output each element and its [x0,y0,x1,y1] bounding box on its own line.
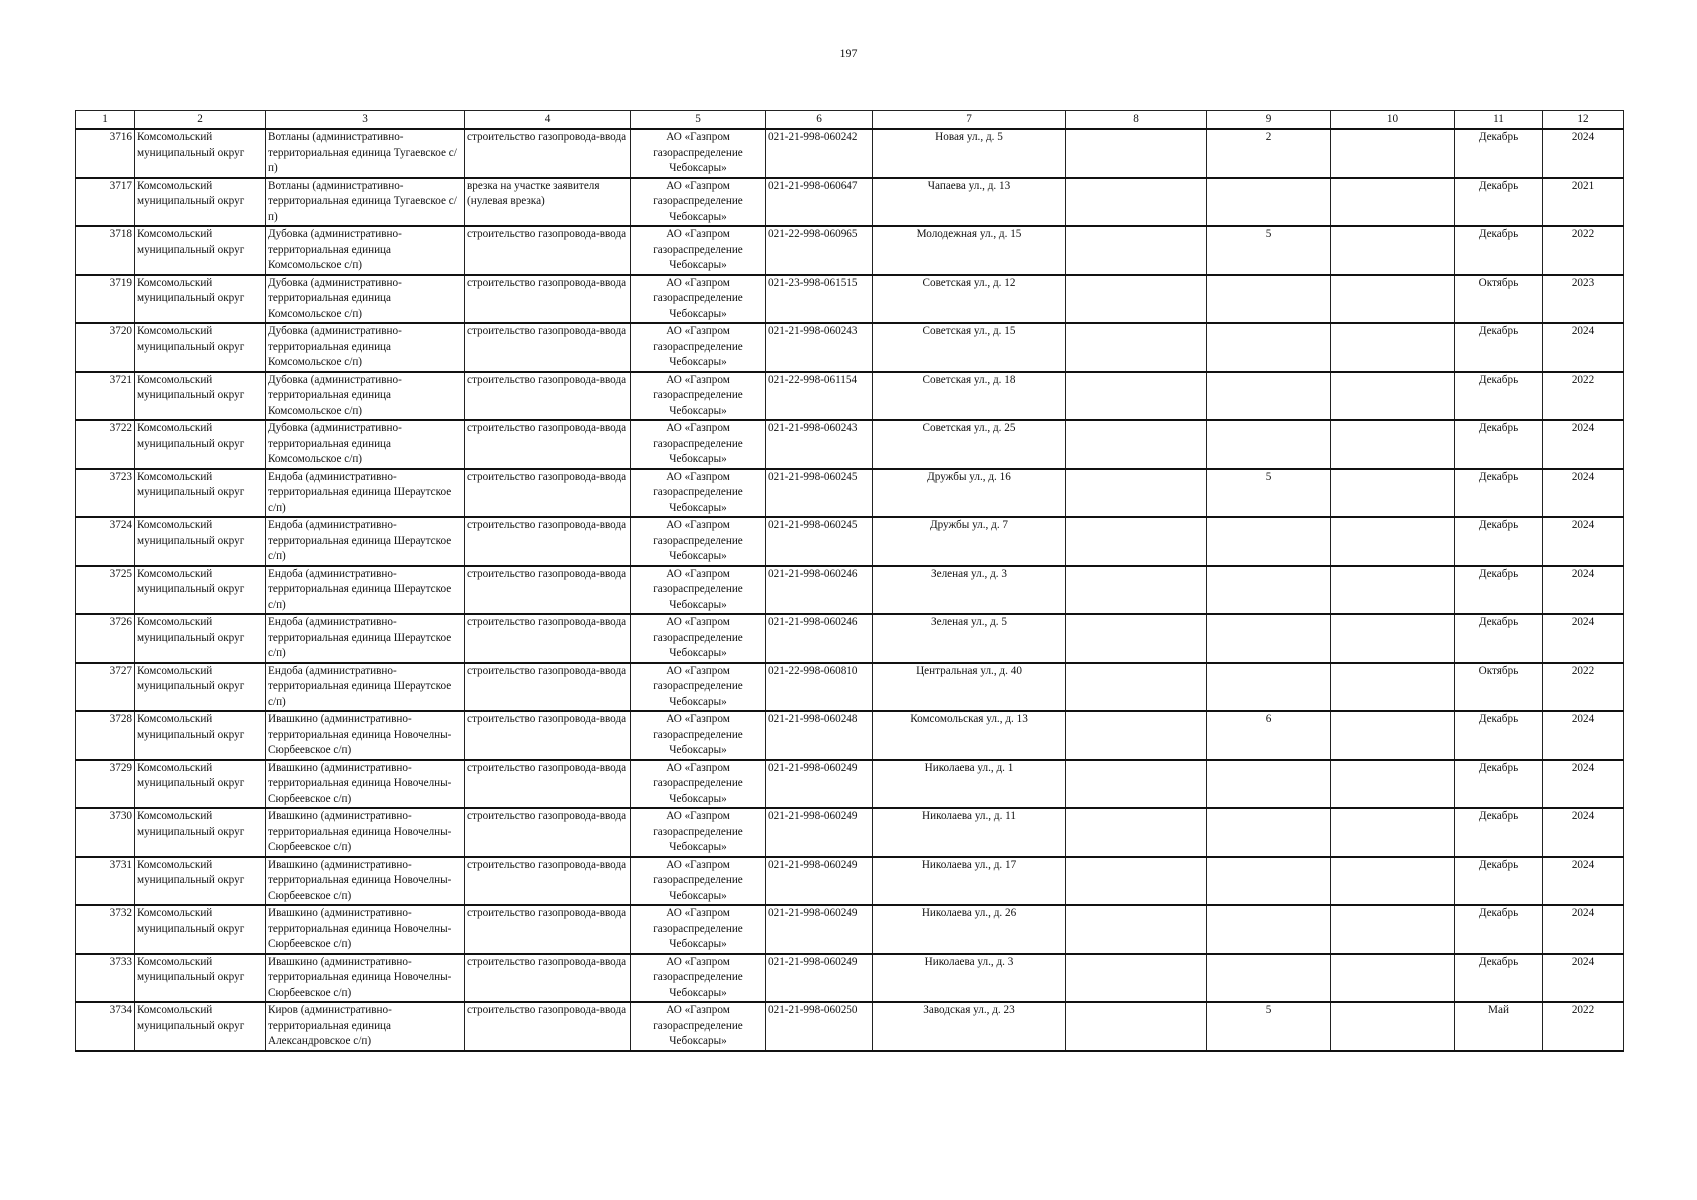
registration-code-cell: 021-21-998-060242 [766,129,873,178]
registration-code-cell: 021-21-998-060246 [766,566,873,615]
row-number: 3730 [76,808,135,857]
row-number: 3722 [76,420,135,469]
organization-cell: АО «Газпром газораспределение Чебоксары» [631,1002,766,1051]
district-cell: Комсомольский муниципальный округ [135,469,266,518]
settlement-cell: Дубовка (административно-территориальная единица Комсомольское с/п) [266,226,465,275]
column-8-cell [1066,954,1207,1003]
column-8-cell [1066,1002,1207,1051]
column-header-11: 11 [1455,111,1543,130]
month-cell: Декабрь [1455,614,1543,663]
organization-cell: АО «Газпром газораспределение Чебоксары» [631,760,766,809]
column-10-cell [1331,760,1455,809]
district-cell: Комсомольский муниципальный округ [135,1002,266,1051]
month-cell: Декабрь [1455,711,1543,760]
column-10-cell [1331,711,1455,760]
month-cell: Декабрь [1455,178,1543,227]
year-cell: 2024 [1543,905,1624,954]
column-9-cell: 2 [1207,129,1331,178]
column-8-cell [1066,226,1207,275]
month-cell: Декабрь [1455,469,1543,518]
year-cell: 2024 [1543,954,1624,1003]
organization-cell: АО «Газпром газораспределение Чебоксары» [631,663,766,712]
column-10-cell [1331,905,1455,954]
column-9-cell [1207,178,1331,227]
column-10-cell [1331,808,1455,857]
column-10-cell [1331,1002,1455,1051]
column-header-9: 9 [1207,111,1331,130]
month-cell: Декабрь [1455,129,1543,178]
district-cell: Комсомольский муниципальный округ [135,323,266,372]
table-row [76,275,1624,324]
column-9-cell [1207,566,1331,615]
registration-code-cell: 021-21-998-060245 [766,469,873,518]
address-cell: Молодежная ул., д. 15 [873,226,1066,275]
column-header-7: 7 [873,111,1066,130]
row-number: 3732 [76,905,135,954]
work-type-cell: строительство газопровода-ввода [465,420,631,469]
year-cell: 2022 [1543,663,1624,712]
table-row [76,614,1624,663]
month-cell: Май [1455,1002,1543,1051]
month-cell: Декабрь [1455,857,1543,906]
table-row [76,226,1624,275]
registration-code-cell: 021-21-998-060245 [766,517,873,566]
month-cell: Октябрь [1455,275,1543,324]
column-header-3: 3 [266,111,465,130]
organization-cell: АО «Газпром газораспределение Чебоксары» [631,469,766,518]
organization-cell: АО «Газпром газораспределение Чебоксары» [631,178,766,227]
work-type-cell: строительство газопровода-ввода [465,711,631,760]
column-9-cell [1207,760,1331,809]
column-header-2: 2 [135,111,266,130]
settlement-cell: Ивашкино (административно-территориальная единица Новочелны-Сюрбеевское с/п) [266,808,465,857]
district-cell: Комсомольский муниципальный округ [135,614,266,663]
district-cell: Комсомольский муниципальный округ [135,711,266,760]
work-type-cell: строительство газопровода-ввода [465,1002,631,1051]
year-cell: 2022 [1543,226,1624,275]
work-type-cell: строительство газопровода-ввода [465,566,631,615]
district-cell: Комсомольский муниципальный округ [135,275,266,324]
settlement-cell: Дубовка (административно-территориальная единица Комсомольское с/п) [266,275,465,324]
table-row [76,905,1624,954]
column-9-cell [1207,517,1331,566]
settlement-cell: Ендоба (административно-территориальная единица Шераутское с/п) [266,566,465,615]
address-cell: Николаева ул., д. 1 [873,760,1066,809]
column-10-cell [1331,323,1455,372]
column-10-cell [1331,129,1455,178]
year-cell: 2023 [1543,275,1624,324]
organization-cell: АО «Газпром газораспределение Чебоксары» [631,808,766,857]
column-8-cell [1066,857,1207,906]
column-8-cell [1066,178,1207,227]
district-cell: Комсомольский муниципальный округ [135,517,266,566]
table-row [76,711,1624,760]
address-cell: Заводская ул., д. 23 [873,1002,1066,1051]
settlement-cell: Ивашкино (административно-территориальная единица Новочелны-Сюрбеевское с/п) [266,905,465,954]
registration-code-cell: 021-21-998-060246 [766,614,873,663]
row-number: 3718 [76,226,135,275]
year-cell: 2024 [1543,614,1624,663]
district-cell: Комсомольский муниципальный округ [135,663,266,712]
column-9-cell [1207,857,1331,906]
district-cell: Комсомольский муниципальный округ [135,954,266,1003]
month-cell: Октябрь [1455,663,1543,712]
table-body [76,129,1624,1051]
registration-code-cell: 021-21-998-060248 [766,711,873,760]
table-header [76,111,1624,130]
row-number: 3721 [76,372,135,421]
work-type-cell: строительство газопровода-ввода [465,275,631,324]
column-8-cell [1066,323,1207,372]
settlement-cell: Ивашкино (административно-территориальная единица Новочелны-Сюрбеевское с/п) [266,954,465,1003]
column-9-cell [1207,808,1331,857]
work-type-cell: строительство газопровода-ввода [465,226,631,275]
page-number: 197 [839,46,858,60]
settlement-cell: Ендоба (административно-территориальная единица Шераутское с/п) [266,517,465,566]
column-8-cell [1066,566,1207,615]
address-cell: Николаева ул., д. 17 [873,857,1066,906]
column-9-cell [1207,372,1331,421]
column-8-cell [1066,517,1207,566]
district-cell: Комсомольский муниципальный округ [135,566,266,615]
row-number: 3734 [76,1002,135,1051]
table-row [76,420,1624,469]
address-cell: Советская ул., д. 25 [873,420,1066,469]
settlement-cell: Ендоба (административно-территориальная единица Шераутское с/п) [266,614,465,663]
registration-code-cell: 021-21-998-060249 [766,954,873,1003]
column-9-cell: 5 [1207,226,1331,275]
organization-cell: АО «Газпром газораспределение Чебоксары» [631,129,766,178]
month-cell: Декабрь [1455,760,1543,809]
table-row [76,663,1624,712]
month-cell: Декабрь [1455,517,1543,566]
address-cell: Центральная ул., д. 40 [873,663,1066,712]
month-cell: Декабрь [1455,323,1543,372]
organization-cell: АО «Газпром газораспределение Чебоксары» [631,954,766,1003]
month-cell: Декабрь [1455,226,1543,275]
month-cell: Декабрь [1455,372,1543,421]
district-cell: Комсомольский муниципальный округ [135,857,266,906]
column-8-cell [1066,905,1207,954]
organization-cell: АО «Газпром газораспределение Чебоксары» [631,323,766,372]
work-type-cell: строительство газопровода-ввода [465,954,631,1003]
address-cell: Советская ул., д. 12 [873,275,1066,324]
settlement-cell: Ендоба (административно-территориальная единица Шераутское с/п) [266,663,465,712]
address-cell: Советская ул., д. 18 [873,372,1066,421]
registration-code-cell: 021-21-998-060243 [766,323,873,372]
year-cell: 2022 [1543,1002,1624,1051]
column-header-8: 8 [1066,111,1207,130]
address-cell: Зеленая ул., д. 3 [873,566,1066,615]
registration-code-cell: 021-21-998-060250 [766,1002,873,1051]
column-10-cell [1331,857,1455,906]
district-cell: Комсомольский муниципальный округ [135,226,266,275]
column-10-cell [1331,372,1455,421]
table-row [76,857,1624,906]
row-number: 3724 [76,517,135,566]
district-cell: Комсомольский муниципальный округ [135,129,266,178]
column-10-cell [1331,566,1455,615]
year-cell: 2024 [1543,857,1624,906]
registration-code-cell: 021-21-998-060249 [766,760,873,809]
year-cell: 2024 [1543,129,1624,178]
row-number: 3723 [76,469,135,518]
column-8-cell [1066,711,1207,760]
organization-cell: АО «Газпром газораспределение Чебоксары» [631,614,766,663]
column-8-cell [1066,760,1207,809]
year-cell: 2021 [1543,178,1624,227]
column-header-1: 1 [76,111,135,130]
column-10-cell [1331,954,1455,1003]
column-8-cell [1066,129,1207,178]
column-10-cell [1331,469,1455,518]
column-header-10: 10 [1331,111,1455,130]
address-cell: Советская ул., д. 15 [873,323,1066,372]
registration-code-cell: 021-21-998-060249 [766,808,873,857]
address-cell: Зеленая ул., д. 5 [873,614,1066,663]
address-cell: Чапаева ул., д. 13 [873,178,1066,227]
column-9-cell: 5 [1207,469,1331,518]
row-number: 3731 [76,857,135,906]
column-9-cell [1207,420,1331,469]
table-row [76,469,1624,518]
settlement-cell: Дубовка (административно-территориальная единица Комсомольское с/п) [266,420,465,469]
district-cell: Комсомольский муниципальный округ [135,420,266,469]
address-cell: Дружбы ул., д. 7 [873,517,1066,566]
column-8-cell [1066,420,1207,469]
settlement-cell: Ендоба (административно-территориальная единица Шераутское с/п) [266,469,465,518]
column-9-cell [1207,614,1331,663]
column-9-cell [1207,905,1331,954]
organization-cell: АО «Газпром газораспределение Чебоксары» [631,372,766,421]
address-cell: Новая ул., д. 5 [873,129,1066,178]
registration-code-cell: 021-21-998-060249 [766,905,873,954]
address-cell: Николаева ул., д. 3 [873,954,1066,1003]
organization-cell: АО «Газпром газораспределение Чебоксары» [631,566,766,615]
settlement-cell: Дубовка (административно-территориальная единица Комсомольское с/п) [266,323,465,372]
work-type-cell: строительство газопровода-ввода [465,323,631,372]
work-type-cell: строительство газопровода-ввода [465,760,631,809]
year-cell: 2024 [1543,566,1624,615]
work-type-cell: строительство газопровода-ввода [465,663,631,712]
settlement-cell: Дубовка (административно-территориальная единица Комсомольское с/п) [266,372,465,421]
registration-code-cell: 021-21-998-060249 [766,857,873,906]
work-type-cell: строительство газопровода-ввода [465,857,631,906]
table-row [76,178,1624,227]
year-cell: 2024 [1543,517,1624,566]
registration-code-cell: 021-23-998-061515 [766,275,873,324]
column-header-12: 12 [1543,111,1624,130]
work-type-cell: строительство газопровода-ввода [465,808,631,857]
row-number: 3720 [76,323,135,372]
column-10-cell [1331,226,1455,275]
registration-code-cell: 021-22-998-060810 [766,663,873,712]
row-number: 3733 [76,954,135,1003]
registration-code-cell: 021-22-998-061154 [766,372,873,421]
header-row [76,111,1624,130]
row-number: 3726 [76,614,135,663]
address-cell: Дружбы ул., д. 16 [873,469,1066,518]
work-type-cell: строительство газопровода-ввода [465,517,631,566]
column-10-cell [1331,663,1455,712]
column-8-cell [1066,614,1207,663]
table-row [76,760,1624,809]
registration-code-cell: 021-22-998-060965 [766,226,873,275]
column-8-cell [1066,469,1207,518]
column-header-5: 5 [631,111,766,130]
year-cell: 2024 [1543,711,1624,760]
month-cell: Декабрь [1455,566,1543,615]
column-9-cell: 6 [1207,711,1331,760]
column-9-cell [1207,663,1331,712]
column-8-cell [1066,663,1207,712]
organization-cell: АО «Газпром газораспределение Чебоксары» [631,905,766,954]
column-9-cell: 5 [1207,1002,1331,1051]
settlement-cell: Ивашкино (административно-территориальная единица Новочелны-Сюрбеевское с/п) [266,857,465,906]
column-9-cell [1207,275,1331,324]
organization-cell: АО «Газпром газораспределение Чебоксары» [631,517,766,566]
organization-cell: АО «Газпром газораспределение Чебоксары» [631,857,766,906]
year-cell: 2024 [1543,420,1624,469]
column-8-cell [1066,808,1207,857]
register-table [75,110,1624,1052]
settlement-cell: Киров (административно-территориальная единица Александровское с/п) [266,1002,465,1051]
district-cell: Комсомольский муниципальный округ [135,760,266,809]
district-cell: Комсомольский муниципальный округ [135,372,266,421]
settlement-cell: Ивашкино (административно-территориальная единица Новочелны-Сюрбеевское с/п) [266,760,465,809]
address-cell: Николаева ул., д. 26 [873,905,1066,954]
column-10-cell [1331,420,1455,469]
work-type-cell: строительство газопровода-ввода [465,469,631,518]
work-type-cell: строительство газопровода-ввода [465,614,631,663]
table-row [76,323,1624,372]
year-cell: 2024 [1543,323,1624,372]
work-type-cell: строительство газопровода-ввода [465,129,631,178]
row-number: 3728 [76,711,135,760]
column-9-cell [1207,954,1331,1003]
month-cell: Декабрь [1455,420,1543,469]
organization-cell: АО «Газпром газораспределение Чебоксары» [631,711,766,760]
month-cell: Декабрь [1455,905,1543,954]
address-cell: Николаева ул., д. 11 [873,808,1066,857]
work-type-cell: строительство газопровода-ввода [465,372,631,421]
column-header-4: 4 [465,111,631,130]
work-type-cell: строительство газопровода-ввода [465,905,631,954]
year-cell: 2024 [1543,469,1624,518]
table-row [76,372,1624,421]
district-cell: Комсомольский муниципальный округ [135,808,266,857]
row-number: 3727 [76,663,135,712]
column-10-cell [1331,614,1455,663]
table-row [76,1002,1624,1051]
organization-cell: АО «Газпром газораспределение Чебоксары» [631,275,766,324]
column-10-cell [1331,517,1455,566]
registration-code-cell: 021-21-998-060647 [766,178,873,227]
year-cell: 2024 [1543,760,1624,809]
row-number: 3716 [76,129,135,178]
table-row [76,954,1624,1003]
table-row [76,129,1624,178]
district-cell: Комсомольский муниципальный округ [135,905,266,954]
registration-code-cell: 021-21-998-060243 [766,420,873,469]
year-cell: 2022 [1543,372,1624,421]
district-cell: Комсомольский муниципальный округ [135,178,266,227]
work-type-cell: врезка на участке заявителя (нулевая врезка) [465,178,631,227]
row-number: 3717 [76,178,135,227]
settlement-cell: Вотланы (административно-территориальная единица Тугаевское с/п) [266,178,465,227]
settlement-cell: Ивашкино (административно-территориальная единица Новочелны-Сюрбеевское с/п) [266,711,465,760]
column-9-cell [1207,323,1331,372]
settlement-cell: Вотланы (административно-территориальная единица Тугаевское с/п) [266,129,465,178]
row-number: 3725 [76,566,135,615]
address-cell: Комсомольская ул., д. 13 [873,711,1066,760]
organization-cell: АО «Газпром газораспределение Чебоксары» [631,420,766,469]
table-row [76,808,1624,857]
column-10-cell [1331,178,1455,227]
column-header-6: 6 [766,111,873,130]
column-8-cell [1066,372,1207,421]
column-8-cell [1066,275,1207,324]
table-row [76,566,1624,615]
organization-cell: АО «Газпром газораспределение Чебоксары» [631,226,766,275]
row-number: 3719 [76,275,135,324]
month-cell: Декабрь [1455,954,1543,1003]
year-cell: 2024 [1543,808,1624,857]
column-10-cell [1331,275,1455,324]
row-number: 3729 [76,760,135,809]
month-cell: Декабрь [1455,808,1543,857]
table-row [76,517,1624,566]
